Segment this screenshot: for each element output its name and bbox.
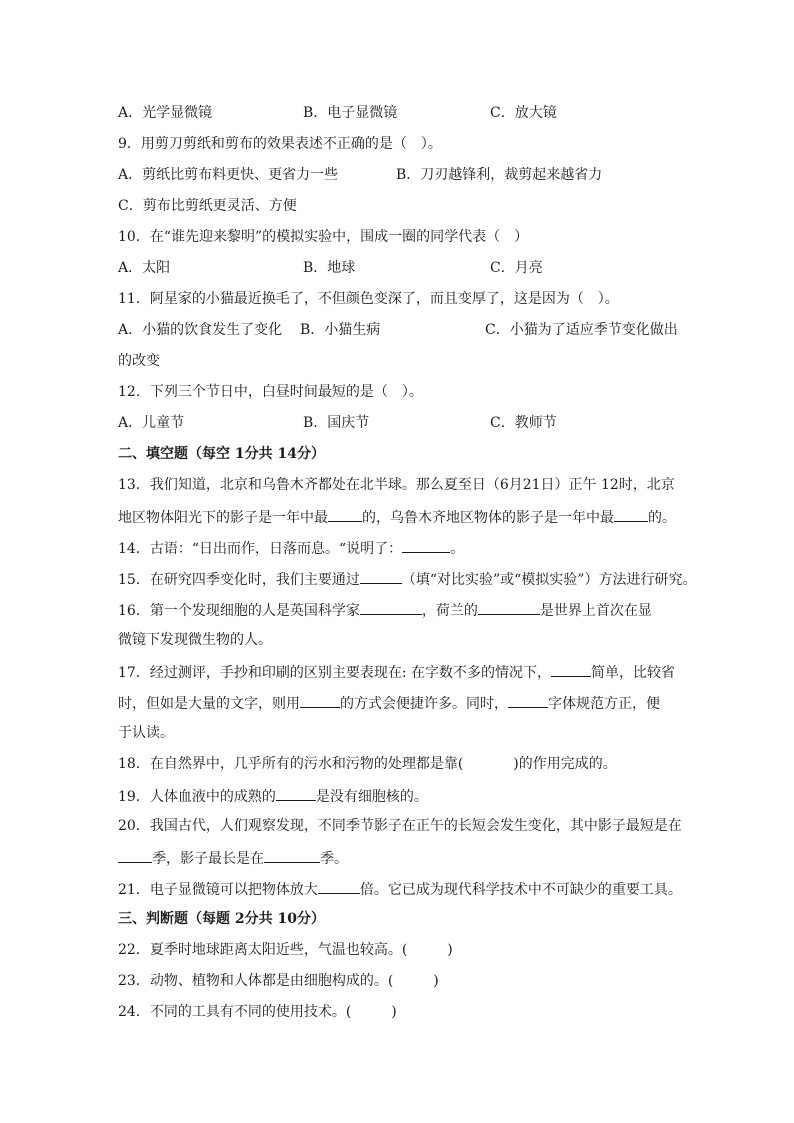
- section-2-heading: 二、填空题（每空 1分共 14分）: [118, 446, 325, 462]
- option-b: B．刀刃越锋利，裁剪起来越省力: [396, 167, 603, 183]
- question-19: 19．人体血液中的成熟的 是没有细胞核的。: [118, 785, 678, 807]
- question-11-option-c-continued: 的改变: [118, 353, 160, 369]
- question-18: 18．在自然界中，几乎所有的污水和污物的处理都是靠( )的作用完成的。: [118, 756, 617, 772]
- option-a: A．儿童节: [118, 415, 185, 431]
- question-20-line-1: 20．我国古代，人们观察发现，不同季节影子在正午的长短会发生变化，其中影子最短是在: [118, 818, 682, 834]
- answer-blank[interactable]: [508, 692, 548, 708]
- answer-blank[interactable]: [478, 599, 540, 615]
- answer-blank[interactable]: [328, 506, 362, 522]
- question-13-line-2: 地区物体阳光下的影子是一年中最 的，乌鲁木齐地区物体的影子是一年中最 的。: [118, 506, 678, 528]
- option-c: C．放大镜: [490, 105, 557, 121]
- question-17-line-1: 17．经过测评，手抄和印刷的区别主要表现在: 在字数不多的情况下， 简单，比较省: [118, 661, 678, 683]
- answer-blank[interactable]: [276, 785, 316, 801]
- option-b: B．电子显微镜: [303, 105, 398, 121]
- question-22: 22．夏季时地球距离太阳近些，气温也较高。( ): [118, 942, 453, 958]
- answer-blank[interactable]: [360, 568, 402, 584]
- option-c: C．月亮: [490, 260, 543, 276]
- question-23: 23．动物、植物和人体都是由细胞构成的。( ): [118, 973, 439, 989]
- question-10-stem: 10．在“谁先迎来黎明”的模拟实验中，围成一圈的同学代表（ ）: [118, 229, 529, 245]
- question-9-stem: 9．用剪刀剪纸和剪布的效果表述不正确的是（ ）。: [118, 136, 442, 152]
- option-b: B．小猫生病: [300, 322, 381, 338]
- question-11-stem: 11．阿星家的小猫最近换毛了，不但颜色变深了，而且变厚了，这是因为（ ）。: [118, 291, 619, 307]
- section-3-heading: 三、判断题（每题 2分共 10分）: [118, 911, 325, 927]
- option-a: A．剪纸比剪布料更快、更省力一些: [118, 167, 339, 183]
- option-a: A．小猫的饮食发生了变化: [118, 322, 283, 338]
- question-14: 14．古语：“日出而作，日落而息。“说明了： 。: [118, 537, 678, 559]
- answer-blank[interactable]: [118, 847, 152, 863]
- answer-blank[interactable]: [402, 537, 450, 553]
- answer-blank[interactable]: [264, 847, 320, 863]
- answer-blank[interactable]: [318, 878, 360, 894]
- question-12-stem: 12．下列三个节日中，白昼时间最短的是（ ）。: [118, 384, 423, 400]
- question-15: 15．在研究四季变化时，我们主要通过 （填“对比实验”或“模拟实验”）方法进行研究。: [118, 568, 678, 590]
- option-c: C．教师节: [490, 415, 557, 431]
- option-a: A．太阳: [118, 260, 171, 276]
- option-b: B．地球: [303, 260, 356, 276]
- option-b: B．国庆节: [303, 415, 370, 431]
- question-20-line-2: 季，影子最长是在 季。: [118, 847, 678, 869]
- question-17-line-2: 时，但如是大量的文字，则用 的方式会便捷许多。同时， 字体规范方正，便: [118, 692, 678, 714]
- question-24: 24．不同的工具有不同的使用技术。( ): [118, 1004, 397, 1020]
- question-16-line-2: 微镜下发现微生物的人。: [118, 632, 272, 648]
- option-a: A．光学显微镜: [118, 105, 213, 121]
- answer-blank[interactable]: [551, 661, 591, 677]
- question-16-line-1: 16．第一个发现细胞的人是英国科学家 ，荷兰的 是世界上首次在显: [118, 599, 678, 621]
- answer-blank[interactable]: [360, 599, 422, 615]
- answer-blank[interactable]: [300, 692, 340, 708]
- answer-blank[interactable]: [614, 506, 648, 522]
- question-17-line-3: 于认读。: [118, 725, 174, 741]
- option-c: C．小猫为了适应季节变化做出: [485, 322, 678, 338]
- question-21: 21．电子显微镜可以把物体放大 倍。它已成为现代科学技术中不可缺少的重要工具。: [118, 878, 678, 900]
- question-13-line-1: 13．我们知道，北京和乌鲁木齐都处在北半球。那么夏至日（6月21日）正午 12时，北京: [118, 477, 675, 493]
- question-9-option-c: C．剪布比剪纸更灵活、方便: [118, 198, 297, 214]
